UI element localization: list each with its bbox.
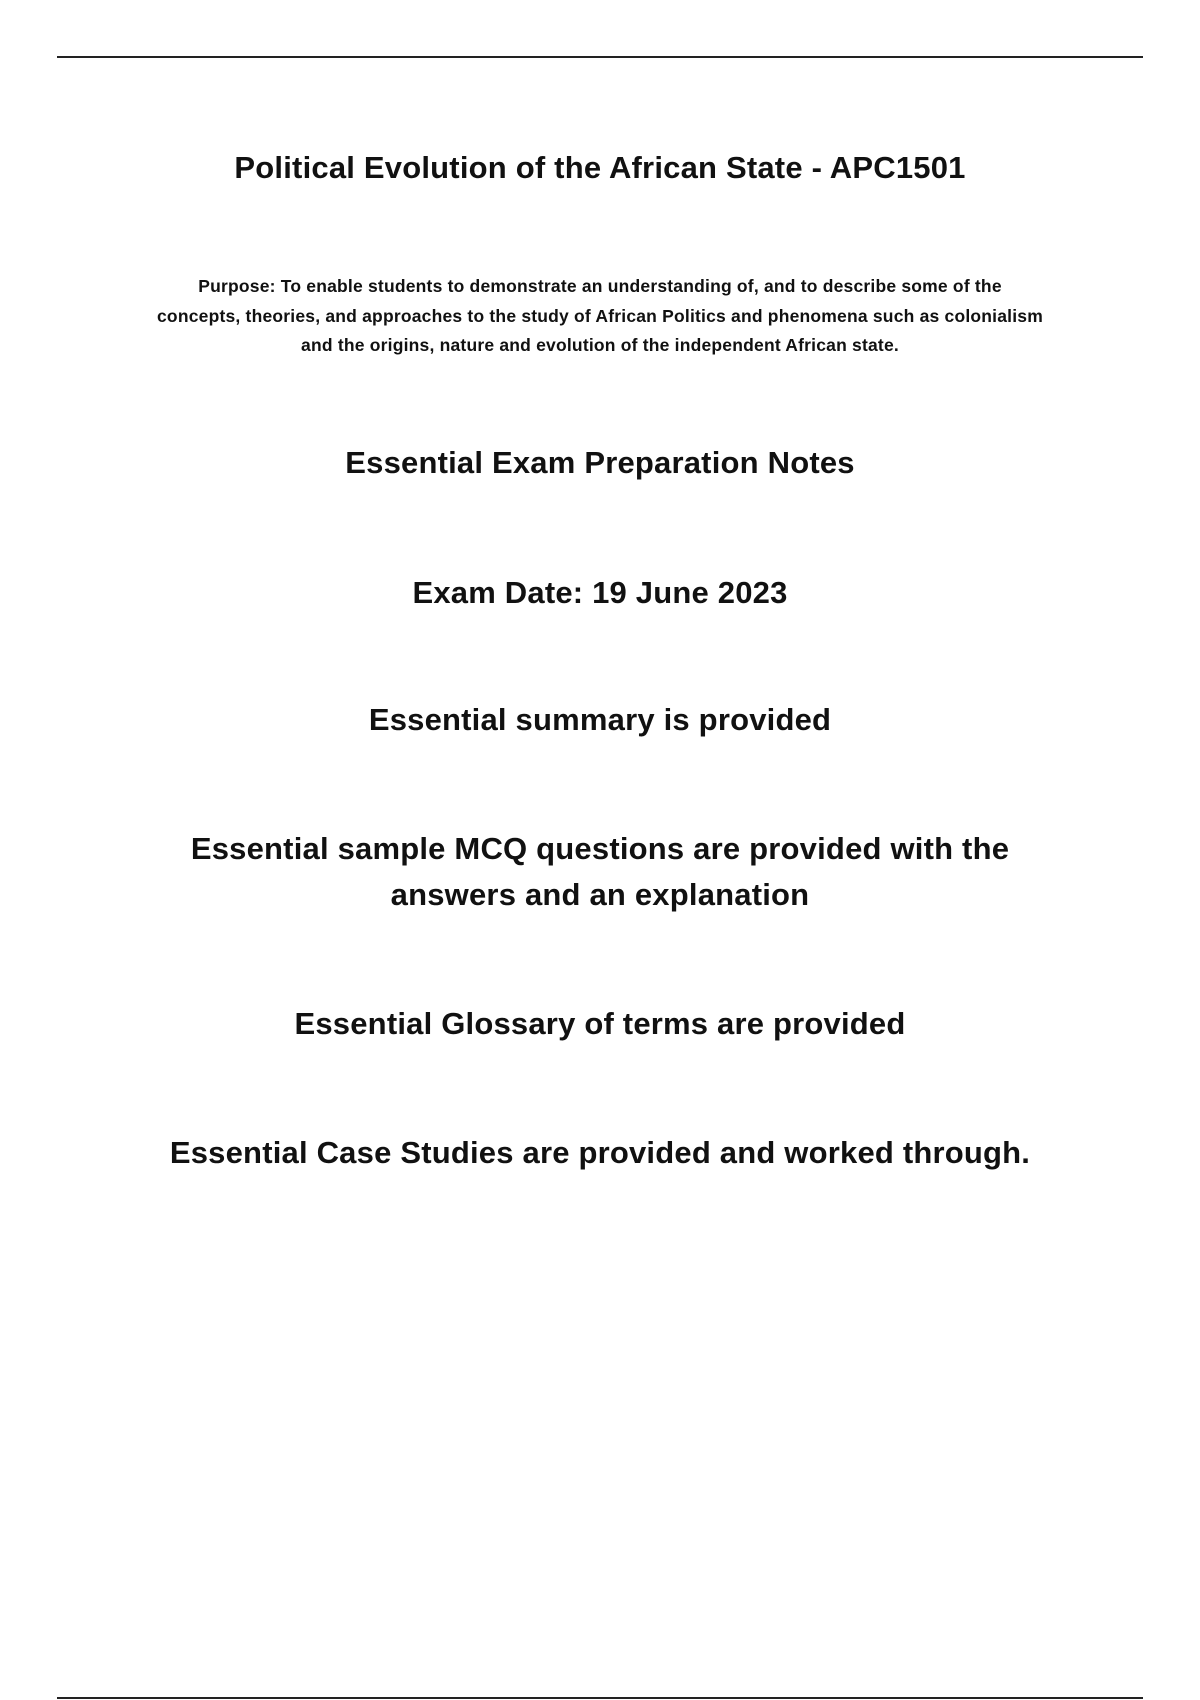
notes-heading: Essential Exam Preparation Notes — [345, 445, 855, 480]
purpose-statement: Purpose: To enable students to demonstrate an understanding of, and to describe some of the concepts, theories, and approaches to the study of African Politics and phenomena such as colonialism and the origins, nature and evolution of the independent African state. — [157, 276, 1043, 355]
top-divider — [57, 56, 1143, 58]
bottom-divider — [57, 1697, 1143, 1699]
document-title: Political Evolution of the African State - APC1501 — [234, 150, 966, 185]
case-studies-line: Essential Case Studies are provided and worked through. — [169, 1135, 1031, 1170]
exam-date: Exam Date: 19 June 2023 — [412, 575, 788, 610]
mcq-line: Essential sample MCQ questions are provided with the answers and an explanation — [190, 831, 1010, 912]
glossary-line: Essential Glossary of terms are provided — [294, 1006, 906, 1041]
summary-line: Essential summary is provided — [368, 702, 832, 737]
